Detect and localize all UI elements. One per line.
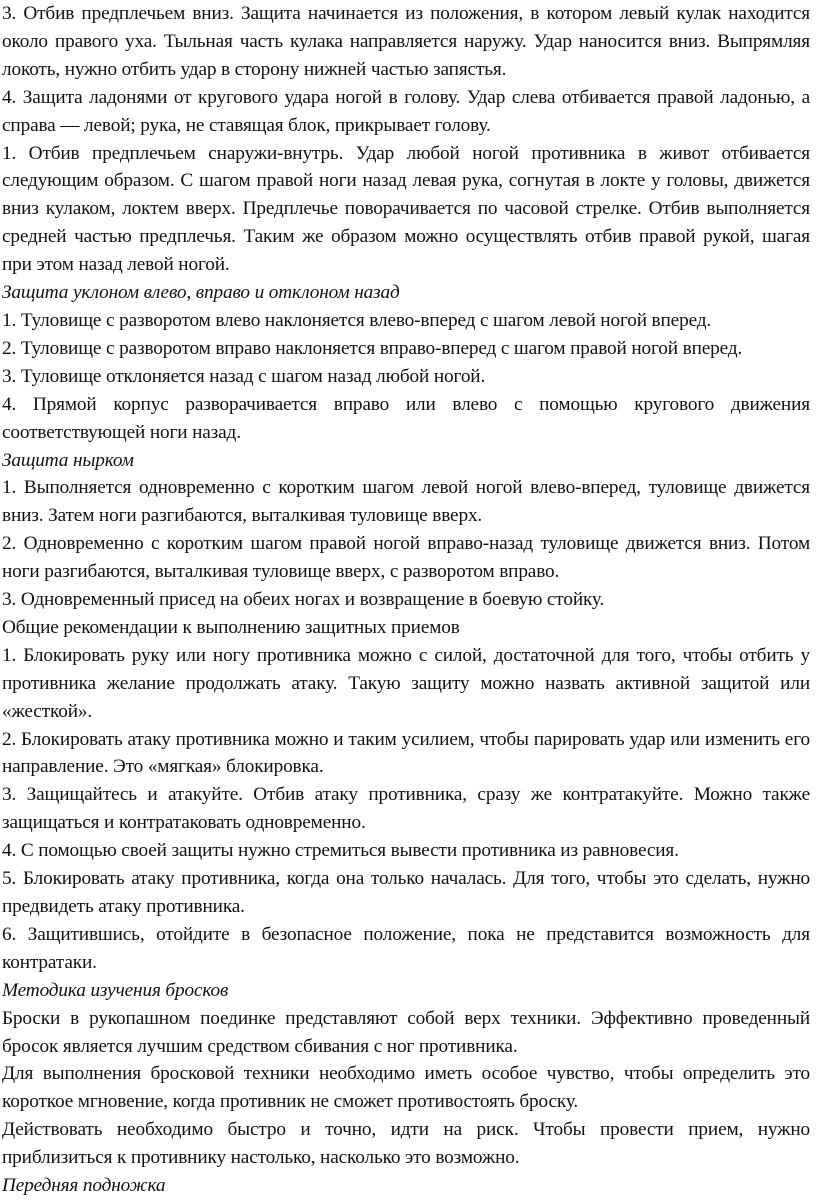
paragraph-recommendation-4: 4. С помощью своей защиты нужно стремиться вывести противника из равновесия. (2, 840, 679, 862)
section-heading-front-trip: Передняя подножка (2, 1175, 166, 1197)
section-heading-duck-defense: Защита нырком (2, 449, 134, 471)
paragraph-duck-left: 1. Выполняется одновременно с коротким шагом левой ногой влево-вперед, туловище движется вниз. Затем ноги разгибаются, выталкивая туловище вверх. (2, 477, 810, 527)
section-heading-throws-method: Методика изучения бросков (2, 979, 229, 1001)
paragraph-lean-left: 1. Туловище с разворотом влево наклоняется влево-вперед с шагом левой ногой вперед. (2, 309, 712, 331)
paragraph-squat: 3. Одновременный присед на обеих ногах и возвращение в боевую стойку. (2, 589, 605, 611)
paragraph-recommendation-3: 3. Защищайтесь и атакуйте. Отбив атаку противника, сразу же контратакуйте. Можно также защищаться и контратаковать одновременно. (2, 784, 810, 834)
paragraph-throws-feeling: Для выполнения бросковой техники необходимо иметь особое чувство, чтобы определить это короткое мгновение, когда противник не сможет противостоять броску. (2, 1063, 810, 1113)
paragraph-lean-right: 2. Туловище с разворотом вправо наклоняется вправо-вперед с шагом правой ногой вперед. (2, 337, 743, 359)
section-heading-lean-defense: Защита уклоном влево, вправо и отклоном назад (2, 282, 400, 304)
paragraph-throws-action: Действовать необходимо быстро и точно, идти на риск. Чтобы провести прием, нужно приблизиться к противнику настолько, насколько это возможно. (2, 1119, 810, 1169)
paragraph-throws-intro: Броски в рукопашном поединке представляют собой верх техники. Эффективно проведенный бросок является лучшим средством сбивания с ног противника. (2, 1007, 810, 1057)
paragraph-recommendation-1: 1. Блокировать руку или ногу противника можно с силой, достаточной для того, чтобы отбить у противника желание продолжать атаку. Такую защиту можно назвать активной защитой или «жесткой». (2, 644, 810, 722)
paragraph-recommendation-6: 6. Защитившись, отойдите в безопасное положение, пока не представится возможность для контратаки. (2, 923, 810, 973)
section-heading-general-recommendations: Общие рекомендации к выполнению защитных приемов (2, 616, 460, 638)
paragraph-forearm-block-down: 3. Отбив предплечьем вниз. Защита начинается из положения, в котором левый кулак находится около правого уха. Тыльная часть кулака направляется наружу. Удар наносится вниз. Выпрямляя локоть, нужно отбить удар в сторону нижней частью запястья. (2, 3, 810, 80)
paragraph-recommendation-5: 5. Блокировать атаку противника, когда она только началась. Для того, чтобы это сделать, нужно предвидеть атаку противника. (2, 868, 810, 917)
paragraph-lean-back: 3. Туловище отклоняется назад с шагом назад любой ногой. (2, 365, 486, 387)
paragraph-duck-right: 2. Одновременно с коротким шагом правой ногой вправо-назад туловище движется вниз. Потом ноги разгибаются, выталкивая туловище вверх, с разворотом вправо. (2, 533, 810, 583)
paragraph-body-turn: 4. Прямой корпус разворачивается вправо или влево с помощью кругового движения соответствующей ноги назад. (2, 393, 810, 443)
paragraph-palm-defense: 4. Защита ладонями от кругового удара ногой в голову. Удар слева отбивается правой ладонью, а справа — левой; рука, не ставящая блок, прикрывает голову. (2, 86, 810, 136)
paragraph-recommendation-2: 2. Блокировать атаку противника можно и таким усилием, чтобы парировать удар или изменить его направление. Это «мягкая» блокировка. (2, 728, 810, 778)
paragraph-forearm-block-outside-in: 1. Отбив предплечьем снаружи-внутрь. Удар любой ногой противника в живот отбивается следующим образом. С шагом правой ноги назад левая рука, согнутая в локте у головы, движется вниз кулаком, локтем вверх. Предплечье поворачивается по часовой стрелке. Отбив выполняется средней частью предплечья. Таким же образом можно осуществлять отбив правой рукой, шагая при этом назад левой ногой. (2, 142, 810, 276)
